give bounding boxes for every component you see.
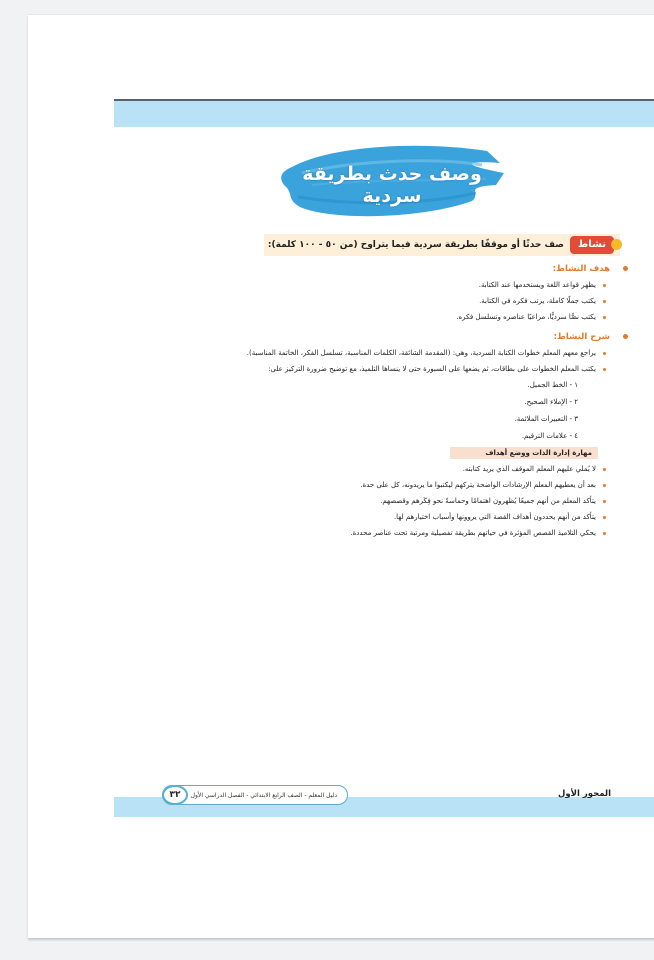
dot-icon <box>603 300 606 303</box>
explanation-heading <box>148 329 628 345</box>
skill-item <box>148 477 628 493</box>
dot-icon <box>603 500 606 503</box>
guide-pill <box>162 785 348 805</box>
page-number: ٣٢ <box>162 785 188 805</box>
explanation-item-text: يراجع معهم المعلم خطوات الكتابة السردية، وهي: (المقدمة الشائقة، الكلمات المناسبة، تسلسل الفكر، الخاتمة المناسبة). <box>246 349 596 357</box>
activity-badge <box>570 236 614 254</box>
explanation-heading-label: شرح النشاط: <box>553 332 610 342</box>
numbered-item: ١ - الخط الجميل. <box>527 381 578 389</box>
numbered-item: ٣ - التعبيرات الملائمة. <box>514 415 578 423</box>
dot-icon <box>603 516 606 519</box>
guide-label: دليل المعلم - الصف الرابع الابتدائي - الفصل الدراسي الأول <box>190 791 337 799</box>
skill-heading: مهارة إدارة الذات ووضع أهداف <box>450 447 598 459</box>
goal-item-text: يكتب نصًّا سرديًّا، مراعيًا عناصره وتسلسل فكره. <box>456 313 596 321</box>
goal-heading-label: هدف النشاط: <box>552 264 610 274</box>
badge-dot-icon <box>611 239 622 250</box>
explanation-item <box>148 345 628 361</box>
goal-item <box>148 277 628 293</box>
dot-icon <box>603 284 606 287</box>
dot-icon <box>603 532 606 535</box>
skill-item-text: يحكي التلاميذ القصص المؤثرة في حياتهم بطريقة تفصيلية ومرتبة تحت عناصر محددة. <box>350 529 596 537</box>
dot-icon <box>603 316 606 319</box>
bullet-icon <box>623 266 628 271</box>
numbered-item: ٢ - الإملاء الصحيح. <box>524 398 578 406</box>
skill-item <box>148 461 628 477</box>
dot-icon <box>603 468 606 471</box>
activity-bar <box>264 234 620 256</box>
numbered-item: ٤ - علامات الترقيم. <box>521 432 578 440</box>
skill-item <box>148 525 628 541</box>
goal-item <box>148 309 628 325</box>
bullet-icon <box>623 334 628 339</box>
document-page <box>28 14 654 938</box>
skill-item <box>148 509 628 525</box>
header-band <box>114 99 654 127</box>
goal-item-text: يكتب جملًا كاملة، يرتب فكره في الكتابة. <box>479 297 596 305</box>
goal-item <box>148 293 628 309</box>
skill-item-text: يتأكد المعلم من أنهم جميعًا يُظهرون اهتمامًا وحماسةً نحو فِكَرهم وقصصهم. <box>380 497 596 505</box>
dot-icon <box>603 352 606 355</box>
skill-item <box>148 493 628 509</box>
skill-item-text: لا يُملي عليهم المعلم الموقف الذي يريد كتابته. <box>462 465 596 473</box>
dot-icon <box>603 484 606 487</box>
explanation-item-text: يكتب المعلم الخطوات على بطاقات، ثم يضعها على السبورة حتى لا ينساها التلميذ، مع توضيح ضرورة التركيز على: <box>268 365 596 373</box>
skill-item-text: يتأكد من أنهم يحددون أهداف القصة التي يروونها وأسباب اختيارهم لها. <box>393 513 596 521</box>
unit-label: المحور الأول <box>558 789 612 799</box>
explanation-item <box>148 361 628 377</box>
page-title: وصف حدث بطريقة سردية <box>302 163 482 207</box>
goal-item-text: يظهر قواعد اللغة ويستخدمها عند الكتابة. <box>478 281 596 289</box>
title-banner <box>272 137 512 223</box>
activity-badge-label: نشاط <box>577 239 606 250</box>
content-body <box>148 261 628 541</box>
activity-instruction: صف حدثًا أو موقفًا بطريقة سردية فيما يتراوح (من ٥٠ - ١٠٠ كلمة): <box>267 240 564 250</box>
skill-item-text: بعد أن يعطيهم المعلم الإرشادات الواضحة يتركهم ليكتبوا ما يريدونه، كل على حدة. <box>360 481 596 489</box>
goal-heading <box>148 261 628 277</box>
dot-icon <box>603 368 606 371</box>
